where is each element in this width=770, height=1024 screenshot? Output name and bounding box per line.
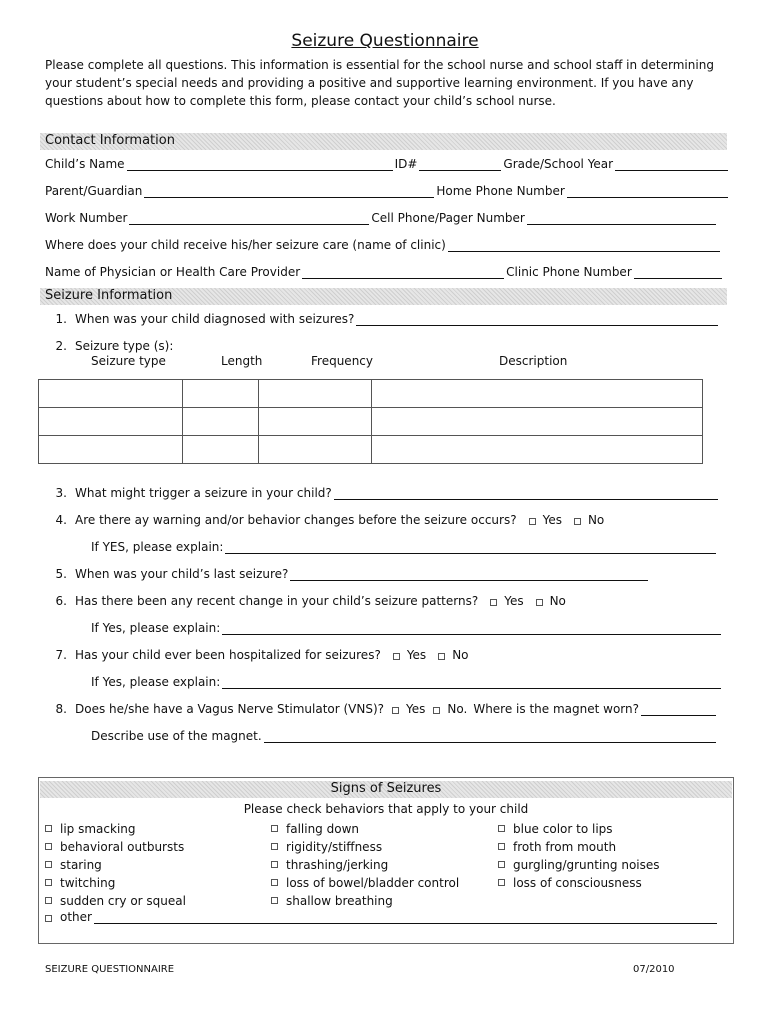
table-cell[interactable] [183, 408, 259, 436]
q4-no-label: No [587, 513, 605, 527]
table-cell[interactable] [259, 436, 372, 464]
signs-subheading: Please check behaviors that apply to your child [243, 802, 529, 816]
contact-section-header [40, 133, 727, 150]
option-label: behavioral outbursts [60, 840, 185, 854]
q6-yes-label: Yes [504, 594, 524, 608]
table-row [39, 408, 703, 436]
q5-label: When was your child’s last seizure? [75, 567, 289, 581]
q4-explain-row [91, 536, 718, 554]
q6-explain-row [91, 617, 723, 635]
clinic-phone-label: Clinic Phone Number [506, 265, 632, 279]
q6-no-checkbox[interactable] [536, 599, 543, 606]
option-label: froth from mouth [513, 840, 617, 854]
option-label: lip smacking [60, 822, 136, 836]
q4-yes-checkbox[interactable] [529, 518, 536, 525]
q6-no-label: No [549, 594, 566, 608]
q7-yes-checkbox[interactable] [393, 653, 400, 660]
option-label: sudden cry or squeal [60, 894, 186, 908]
signs-box [38, 777, 734, 944]
option-label: rigidity/stiffness [286, 840, 383, 854]
table-cell[interactable] [183, 436, 259, 464]
checkbox[interactable] [45, 843, 52, 850]
table-row [39, 436, 703, 464]
physician-field[interactable] [302, 266, 504, 279]
q8-describe-field[interactable] [264, 730, 716, 743]
seizure-section-header [40, 288, 727, 305]
footer-title: SEIZURE QUESTIONNAIRE [45, 964, 175, 975]
q6-row [45, 590, 730, 608]
q3-field[interactable] [334, 487, 718, 500]
q8-describe-row [91, 725, 718, 743]
cell-phone-label: Cell Phone/Pager Number [371, 211, 525, 225]
q8-no-checkbox[interactable] [433, 707, 440, 714]
q6-explain-field[interactable] [222, 622, 721, 635]
q4-yes-label: Yes [542, 513, 562, 527]
table-cell[interactable] [372, 380, 703, 408]
footer-date: 07/2010 [633, 964, 675, 975]
q7-yes-label: Yes [406, 648, 427, 662]
childs-name-row [45, 153, 730, 171]
table-cell[interactable] [183, 380, 259, 408]
home-phone-label: Home Phone Number [436, 184, 565, 198]
work-number-label: Work Number [45, 211, 128, 225]
option-label: twitching [60, 876, 116, 890]
q5-row [45, 563, 650, 581]
checkbox[interactable] [271, 861, 278, 868]
childs-name-label: Child’s Name [45, 157, 125, 171]
q3-label: What might trigger a seizure in your child? [75, 486, 332, 500]
signs-column-1 [45, 820, 186, 910]
checkbox[interactable] [498, 843, 505, 850]
physician-label: Name of Physician or Health Care Provider [45, 265, 301, 279]
q3-number: 3. [55, 486, 67, 500]
seizure-care-label: Where does your child receive his/her seizure care (name of clinic) [45, 238, 446, 252]
checkbox[interactable] [498, 825, 505, 832]
table-cell[interactable] [259, 380, 372, 408]
list-item[interactable] [45, 820, 186, 838]
q7-explain-field[interactable] [222, 676, 721, 689]
table-cell[interactable] [372, 408, 703, 436]
cell-phone-field[interactable] [527, 212, 716, 225]
list-item[interactable] [45, 838, 186, 856]
col-seizure-type: Seizure type [91, 354, 166, 368]
other-label: other [60, 910, 92, 924]
list-item[interactable] [271, 856, 459, 874]
q3-row [45, 482, 720, 500]
other-row [45, 906, 719, 924]
checkbox[interactable] [271, 843, 278, 850]
q7-label: Has your child ever been hospitalized for seizures? [75, 648, 381, 662]
option-label: loss of consciousness [513, 876, 642, 890]
list-item[interactable] [498, 838, 660, 856]
other-checkbox[interactable] [45, 915, 52, 922]
q5-number: 5. [55, 567, 67, 581]
list-item[interactable] [498, 820, 660, 838]
q5-field[interactable] [290, 568, 648, 581]
list-item[interactable] [498, 856, 660, 874]
option-label: falling down [286, 822, 359, 836]
work-row [45, 207, 718, 225]
seizure-care-row [45, 234, 722, 252]
list-item[interactable] [45, 874, 186, 892]
q8-describe-label: Describe use of the magnet. [91, 729, 262, 743]
contact-heading: Contact Information [45, 133, 175, 148]
checkbox[interactable] [498, 861, 505, 868]
list-item[interactable] [45, 856, 186, 874]
q8-yes-checkbox[interactable] [392, 707, 399, 714]
q7-number: 7. [55, 648, 67, 662]
q6-explain-label: If Yes, please explain: [91, 621, 221, 635]
table-cell[interactable] [39, 436, 183, 464]
childs-name-field[interactable] [127, 158, 393, 171]
parent-row [45, 180, 730, 198]
q8-no-label: No. [447, 702, 468, 716]
q6-number: 6. [55, 594, 67, 608]
id-label: ID# [394, 157, 418, 171]
checkbox[interactable] [45, 879, 52, 886]
q8-magnet-label: Where is the magnet worn? [473, 702, 639, 716]
list-item[interactable] [271, 874, 459, 892]
other-field[interactable] [94, 911, 717, 924]
checkbox[interactable] [271, 825, 278, 832]
grade-label: Grade/School Year [503, 157, 614, 171]
q2-label: Seizure type (s): [75, 339, 174, 353]
q7-no-label: No [452, 648, 469, 662]
option-label: blue color to lips [513, 822, 613, 836]
q7-row [45, 644, 730, 662]
q2-row [45, 335, 730, 353]
signs-heading: Signs of Seizures [40, 781, 732, 798]
q8-row [45, 698, 718, 716]
checkbox[interactable] [271, 897, 278, 904]
q7-explain-row [91, 671, 723, 689]
form-title: Seizure Questionnaire [291, 31, 479, 51]
clinic-phone-field[interactable] [634, 266, 722, 279]
id-field[interactable] [419, 158, 501, 171]
checkbox[interactable] [45, 897, 52, 904]
checkbox[interactable] [498, 879, 505, 886]
col-length: Length [221, 354, 263, 368]
list-item[interactable] [498, 874, 660, 892]
work-number-field[interactable] [129, 212, 369, 225]
option-label: staring [60, 858, 102, 872]
q7-explain-label: If Yes, please explain: [91, 675, 221, 689]
q6-label: Has there been any recent change in your child’s seizure patterns? [75, 594, 479, 608]
table-cell[interactable] [39, 408, 183, 436]
home-phone-field[interactable] [567, 185, 728, 198]
grade-field[interactable] [615, 158, 728, 171]
checkbox[interactable] [45, 861, 52, 868]
q6-yes-checkbox[interactable] [490, 599, 497, 606]
q1-number: 1. [55, 312, 67, 326]
q8-label: Does he/she have a Vagus Nerve Stimulator (VNS)? [75, 702, 385, 716]
q4-label: Are there ay warning and/or behavior changes before the seizure occurs? [75, 513, 517, 527]
seizure-heading: Seizure Information [45, 288, 173, 303]
signs-column-2 [271, 820, 459, 910]
table-row [39, 380, 703, 408]
q1-field[interactable] [356, 313, 718, 326]
option-label: shallow breathing [286, 894, 393, 908]
q1-label: When was your child diagnosed with seizures? [75, 312, 355, 326]
col-description: Description [499, 354, 568, 368]
q1-row [45, 308, 720, 326]
list-item[interactable] [271, 820, 459, 838]
physician-row [45, 261, 724, 279]
parent-label: Parent/Guardian [45, 184, 143, 198]
q4-no-checkbox[interactable] [574, 518, 581, 525]
q8-magnet-field[interactable] [641, 703, 716, 716]
seizure-type-table [38, 379, 703, 464]
q7-no-checkbox[interactable] [438, 653, 445, 660]
checkbox[interactable] [45, 825, 52, 832]
checkbox[interactable] [271, 879, 278, 886]
col-frequency: Frequency [311, 354, 373, 368]
table-cell[interactable] [372, 436, 703, 464]
option-label: thrashing/jerking [286, 858, 389, 872]
option-label: gurgling/grunting noises [513, 858, 660, 872]
q4-row [45, 509, 730, 527]
option-label: loss of bowel/bladder control [286, 876, 460, 890]
q4-explain-field[interactable] [225, 541, 716, 554]
table-cell[interactable] [259, 408, 372, 436]
signs-column-3 [498, 820, 660, 892]
parent-field[interactable] [144, 185, 434, 198]
q4-explain-label: If YES, please explain: [91, 540, 224, 554]
table-cell[interactable] [39, 380, 183, 408]
q2-number: 2. [55, 339, 67, 353]
q8-number: 8. [55, 702, 67, 716]
list-item[interactable] [271, 838, 459, 856]
q8-yes-label: Yes [406, 702, 426, 716]
seizure-care-field[interactable] [448, 239, 720, 252]
q4-number: 4. [55, 513, 67, 527]
intro-paragraph: Please complete all questions. This information is essential for the school nurse and school staff in determining your student’s special needs and providing a positive and supportive learning environment. If you have any questions about how to complete this form, please contact your child’s school nurse. [45, 58, 714, 108]
